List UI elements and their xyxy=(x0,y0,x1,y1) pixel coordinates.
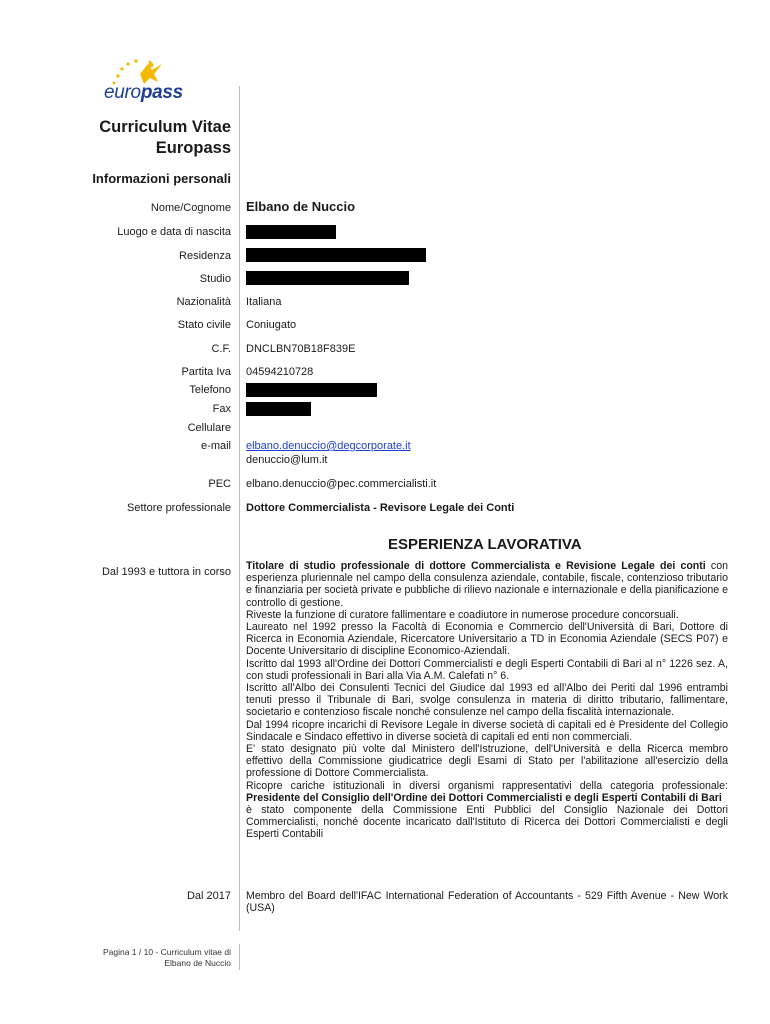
redacted-birth xyxy=(246,225,336,239)
label-mobile: Cellulare xyxy=(187,422,231,434)
value-email-secondary: denuccio@lum.it xyxy=(246,454,328,466)
cv-title: Curriculum Vitae Europass xyxy=(99,118,231,157)
page-footer: Pagina 1 / 10 - Curriculum vitae di Elbano de Nuccio xyxy=(102,947,231,968)
exp-para-8: Ricopre cariche istituzionali in diversi organismi rappresentativi della categoria professionale: Presidente del Consiglio dell'Ordine dei Dottori Commercialisti e degli Esperti Contabili di Bari xyxy=(246,779,728,804)
label-residence: Residenza xyxy=(179,250,231,262)
value-sector: Dottore Commercialista - Revisore Legale dei Conti xyxy=(246,502,515,514)
label-civil-status: Stato civile xyxy=(177,319,231,331)
period-1: Dal 1993 e tuttora in corso xyxy=(101,566,231,578)
label-fax: Fax xyxy=(212,403,231,415)
value-vat: 04594210728 xyxy=(246,366,314,378)
redacted-residence xyxy=(246,248,426,262)
label-vat: Partita Iva xyxy=(181,366,231,378)
section-work-experience: ESPERIENZA LAVORATIVA xyxy=(388,536,582,553)
experience-entry-2: Membro del Board dell'IFAC International Federation of Accountants - 529 Fifth Avenue - New Work (USA) xyxy=(246,890,728,915)
exp-para-7: E' stato designato più volte dal Ministero dell'Istruzione, dell'Università e della Ricerca membro effettivo della Commissione giudicatrice degli Esami di Stato per l'abilitazione all'esercizio della professione di Dottore Commercialista. xyxy=(246,743,728,780)
exp-para-2: Riveste la funzione di curatore fallimentare e coadiutore in numerose procedure concorsuali. xyxy=(246,608,679,621)
label-sector: Settore professionale xyxy=(127,502,231,514)
exp-para-4: Iscritto dal 1993 all'Ordine dei Dottori Commercialisti e degli Esperti Contabili di Bari al n° 1226 sez. A, con studi professionali in Bari alla Via A.M. Calefati n° 6. xyxy=(246,657,728,682)
value-pec: elbano.denuccio@pec.commercialisti.it xyxy=(246,478,437,490)
value-name: Elbano de Nuccio xyxy=(246,199,356,214)
value-nationality: Italiana xyxy=(246,296,282,308)
exp-para-5: Iscritto all'Albo dei Consulenti Tecnici del Giudice dal 1993 ed all'Albo dei Periti dal 1996 entrambi tenuti presso il Tribunale di Bari, svolge consulenza in materia di diritto tributario, fallimentare, societario e contenzioso fiscale nonché consulenze nel campo della fiscalità internazionale. xyxy=(246,682,728,719)
label-birth: Luogo e data di nascita xyxy=(117,226,231,238)
exp-para-3: Laureato nel 1992 presso la Facoltà di Economia e Commercio dell'Università di Bari, Dottore di Ricerca in Economia Aziendale, Ricercatore Universitario a TD in Economia Aziendale (SECS P07) e Docente Universitario di discipline Economico-Aziendali. xyxy=(246,621,728,658)
label-pec: PEC xyxy=(208,478,231,490)
period-2: Dal 2017 xyxy=(186,890,231,902)
column-divider xyxy=(239,86,240,931)
section-personal-info: Informazioni personali xyxy=(92,171,231,186)
value-email xyxy=(246,440,411,452)
exp-para-6: Dal 1994 ricopre incarichi di Revisore Legale in diverse società di capitali ed è Presidente del Collegio Sindacale e Sindaco effettivo in diverse società di capitali ed enti non commerciali. xyxy=(246,718,728,743)
label-name: Nome/Cognome xyxy=(150,202,231,214)
europass-logo xyxy=(104,58,214,108)
value-cf: DNCLBN70B18F839E xyxy=(246,343,356,355)
redacted-fax xyxy=(246,402,311,416)
europass-wordmark: europass xyxy=(104,82,183,103)
label-studio: Studio xyxy=(199,273,231,285)
value-civil-status: Coniugato xyxy=(246,319,297,331)
redacted-phone xyxy=(246,383,377,397)
label-cf: C.F. xyxy=(211,343,231,355)
label-phone: Telefono xyxy=(189,384,231,396)
experience-entry-1 xyxy=(246,560,728,841)
email-link-primary[interactable]: elbano.denuccio@degcorporate.it xyxy=(246,440,411,452)
redacted-studio xyxy=(246,271,409,285)
exp-para-1: Titolare di studio professionale di dottore Commercialista e Revisione Legale dei conti con esperienza pluriennale nel campo della consulenza aziendale, contabile, fiscale, contenzioso tributario e finanziaria per società private e pubbliche di rilievo nazionale e internazionale e della pianificazione e controllo di gestione. xyxy=(246,560,728,609)
label-email: e-mail xyxy=(201,440,231,452)
exp-para-9: è stato componente della Commissione Enti Pubblici del Consiglio Nazionale dei Dottori Commercialisti, nonché docente incaricato dall'Istituto di Ricerca dei Dottori Commercialisti e degli Esperti Contabili xyxy=(246,804,728,841)
label-nationality: Nazionalità xyxy=(176,296,231,308)
footer-divider xyxy=(239,944,240,970)
